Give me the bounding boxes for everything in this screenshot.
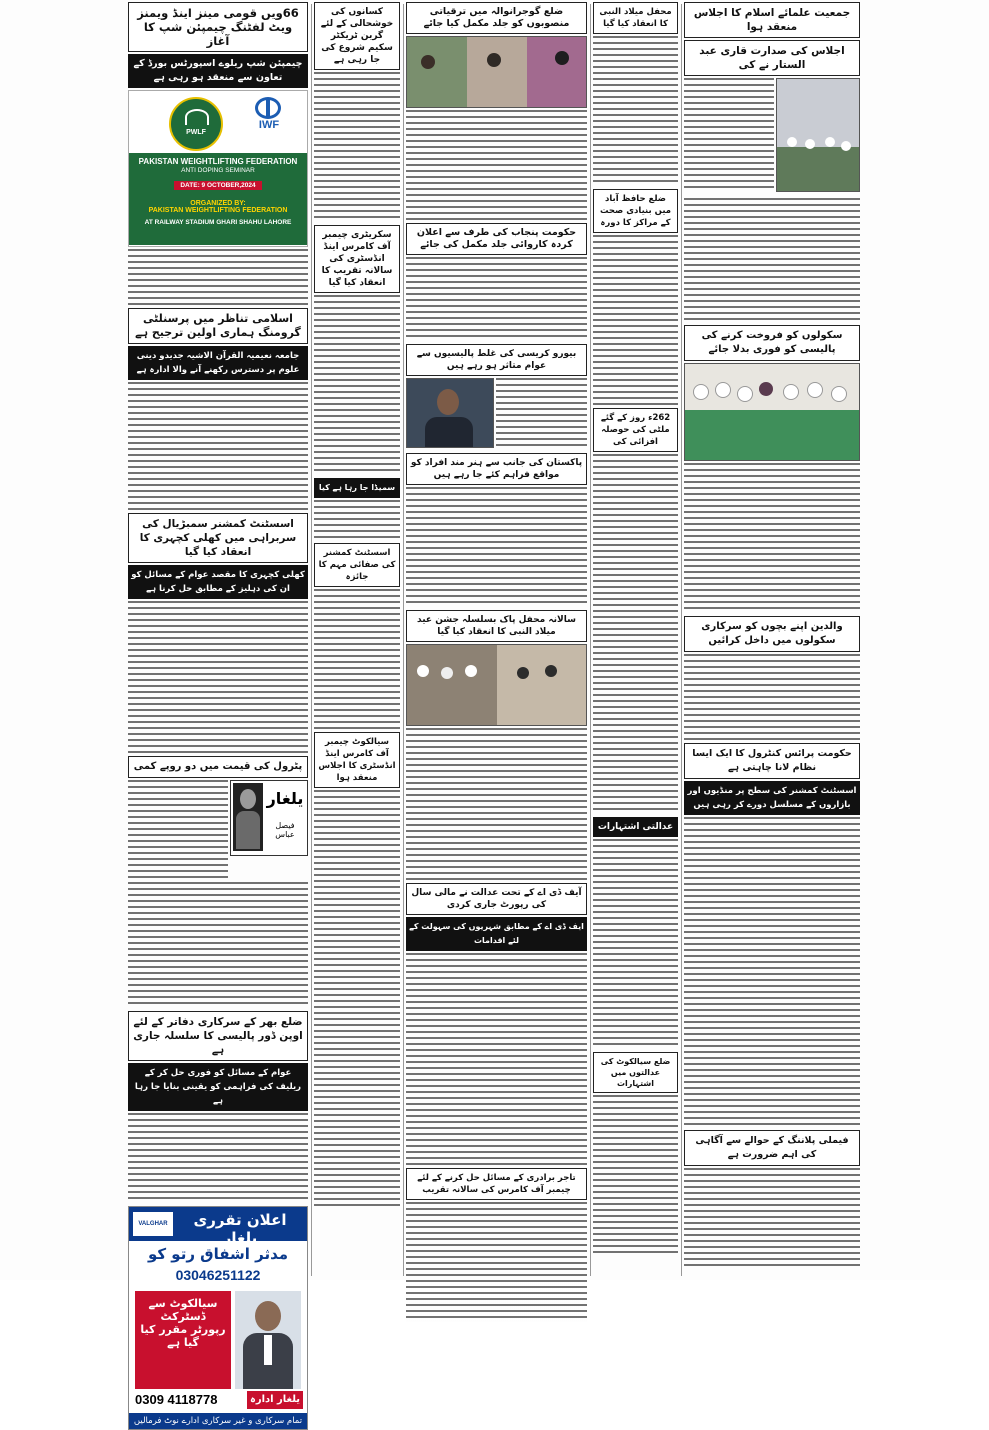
columnist-block — [128, 780, 308, 880]
column-1 — [128, 2, 308, 1430]
subheadline: عوام کے مسائل کو فوری حل کر کے ریلیف کی فراہمی کو یقینی بنایا جا رہا ہے — [128, 1063, 308, 1111]
article-text — [128, 882, 308, 1008]
article-text — [684, 1168, 860, 1268]
poster-subtitle: ANTI DOPING SEMINAR — [181, 167, 255, 174]
headline: آیف ڈی اے کے تحت عدالت نے مالی سال کی رپورٹ جاری کردی — [406, 883, 587, 915]
ad-header — [129, 1207, 307, 1247]
article-text — [128, 601, 308, 753]
headline: کسانوں کی خوشحالی کے لئے گرین ٹریکٹر سکیم شروع کی جا رہی ہے — [314, 2, 400, 70]
headline: جمعیت علمائے اسلام کا اجلاس منعقد ہوا — [684, 2, 860, 38]
column-rule — [590, 4, 591, 1276]
ad-footer-note: تمام سرکاری و غیر سرکاری ادارے نوٹ فرمالیں — [129, 1413, 307, 1429]
article-text — [406, 1202, 587, 1322]
column-rule — [403, 4, 404, 1276]
columnist-masthead: یلغار — [266, 789, 304, 808]
poster-organized-by: ORGANIZED BY: — [190, 200, 246, 207]
headline: حکومت پنجاب کی طرف سے اعلان کردہ کاروائی جلد مکمل کی جائے — [406, 223, 587, 255]
article-text — [593, 36, 678, 186]
article-text — [684, 463, 860, 613]
section-heading: عدالتی اشتہارات — [593, 817, 678, 837]
headline: محفل میلاد النبی کا انعقاد کیا گیا — [593, 2, 678, 34]
poster-organizer: PAKISTAN WEIGHTLIFTING FEDERATION — [148, 207, 288, 214]
headline: ضلع گوجرانوالہ میں ترقیاتی منصوبوں کو جلد مکمل کیا جائے — [406, 2, 587, 34]
article-text — [314, 72, 400, 222]
ad-line: رپورٹر مقرر کیا — [140, 1323, 226, 1336]
ad-logo: VALGHAR — [133, 1212, 173, 1236]
article-text — [593, 839, 678, 1049]
ad-line: گیا ہے — [167, 1336, 199, 1349]
headline: 262ء روز کے گئے ملٹی کی حوصلہ افزائی کی — [593, 408, 678, 452]
column-rule — [311, 4, 312, 1276]
subheadline: جامعہ نعیمیہ القرآن الاشیہ جدیدو دینی علوم پر دسترس رکھنے آنے والا ادارہ ہے — [128, 346, 308, 380]
ad-footer-brand — [247, 1391, 303, 1409]
ad-footer-brand-small: یلغار — [277, 1394, 301, 1405]
news-photo-meeting — [776, 78, 860, 192]
headline: 66ویں قومی مینز اینڈ ویمنز ویٹ لفٹنگ چیمپئن شپ کا آغاز — [128, 2, 308, 52]
subheadline: کھلی کچہری کا مقصد عوام کے مسائل کو ان کی دہلیز کے مطابق حل کرنا ہے — [128, 565, 308, 599]
headline: ضلع حافظ آباد میں بنیادی صحت کے مراکز کا دورہ — [593, 189, 678, 233]
photo-story — [684, 78, 860, 196]
article-text — [593, 235, 678, 405]
article-text — [128, 249, 308, 305]
article-text — [684, 817, 860, 1127]
article-text — [314, 589, 400, 729]
pwlf-seminar-poster — [128, 90, 308, 247]
headline: اسسٹنٹ کمشنر کی صفائی مہم کا جائزہ — [314, 543, 400, 587]
ad-footer-brand-main: ادارہ — [249, 1394, 274, 1405]
news-photo-ceremony — [406, 36, 587, 108]
headline: اجلاس کی صدارت قاری عبد الستار نے کی — [684, 40, 860, 76]
pwlf-badge-label: PWLF — [186, 129, 206, 136]
headline: اسلامی تناظر میں پرسنلٹی گرومنگ ہماری اولین ترجیح ہے — [128, 308, 308, 344]
ad-line: سیالکوٹ سے — [148, 1297, 218, 1310]
article-text — [314, 500, 400, 540]
ad-phone-1: 03046251122 — [175, 1267, 261, 1283]
headline: اسسٹنٹ کمشنر سمبڑیال کی سربراہی میں کھلی کچہری کا انعقاد کیا گیا — [128, 513, 308, 563]
column-rule — [681, 4, 682, 1276]
headline: سالانہ محفل پاک بسلسلہ جشن عید میلاد النبی کا انعقاد کیا گیا — [406, 610, 587, 642]
article-text — [496, 378, 587, 450]
headline: حکومت پرائس کنٹرول کا ایک ایسا نظام لانا چاہتی ہے — [684, 743, 860, 779]
headline: بیورو کریسی کی غلط پالیسیوں سے عوام متاثر ہو رہے ہیں — [406, 344, 587, 376]
columnist-photo — [233, 783, 263, 851]
ad-red-panel — [135, 1291, 231, 1389]
ad-line: ڈسٹرکٹ — [160, 1310, 206, 1323]
headline: پٹرول کی قیمت میں دو روپے کمی — [128, 756, 308, 778]
article-text — [128, 1113, 308, 1203]
poster-venue: AT RAILWAY STADIUM GHARI SHAHU LAHORE — [144, 219, 292, 226]
appointment-advertisement — [128, 1206, 308, 1430]
column-2 — [314, 2, 400, 1213]
article-text — [684, 78, 774, 190]
news-photo-students — [684, 363, 860, 461]
poster-date: DATE: 9 OCTOBER,2024 — [174, 181, 261, 190]
article-text — [128, 780, 228, 880]
subheadline: اسسٹنٹ کمشنر کی سطح پر منڈیوں اور بازاروں کے مسلسل دورے کر رہی ہیں — [684, 781, 860, 815]
headline: پاکستان کی جانب سے ہنر مند افراد کو مواقع فراہم کئے جا رہے ہیں — [406, 453, 587, 485]
article-text — [593, 1095, 678, 1255]
subheadline: چیمپئن شپ ریلوے اسپورٹس بورڈ کے تعاون سے منعقد ہو رہی ہے — [128, 54, 308, 88]
ad-reporter-photo — [235, 1291, 301, 1389]
column-4 — [593, 2, 678, 1258]
article-text — [684, 198, 860, 322]
column-5 — [684, 2, 860, 1271]
article-text — [314, 295, 400, 475]
ad-phone-2: 0309 4118778 — [135, 1392, 218, 1407]
headline: سکریٹری چیمبر آف کامرس اینڈ انڈسٹری کی سالانہ تقریب کا انعقاد کیا گیا — [314, 225, 400, 293]
headline: تاجر برادری کے مسائل حل کرنے کے لئے چیمبر آف کامرس کی سالانہ تقریب — [406, 1168, 587, 1200]
article-text — [406, 110, 587, 220]
headline: ضلع بھر کے سرکاری دفاتر کے لئے اوپن ڈور پالیسی کا سلسلہ جاری ہے — [128, 1011, 308, 1061]
column-3 — [406, 2, 587, 1325]
article-text — [684, 654, 860, 740]
article-text — [406, 728, 587, 880]
pwlf-logo-icon — [169, 97, 223, 151]
news-photo-gathering — [406, 644, 587, 726]
article-text — [593, 454, 678, 814]
headline: فیملی پلاننگ کے حوالے سے آگاہی کی اہم ضرورت ہے — [684, 1130, 860, 1166]
headline: سکولوں کو فروخت کرنے کی پالیسی کو فوری بدلا جائے — [684, 325, 860, 361]
article-text — [406, 953, 587, 1165]
article-text — [128, 382, 308, 510]
subheadline: سمیڈا جا رہا ہے کیا — [314, 478, 400, 498]
headline: والدین اپنے بچوں کو سرکاری سکولوں میں داخل کرائیں — [684, 616, 860, 652]
headline: ضلع سیالکوٹ کی عدالتوں میں اشتہارات — [593, 1052, 678, 1093]
subheadline: ایف ڈی اے کے مطابق شہریوں کی سہولت کے لئے اقدامات — [406, 917, 587, 951]
ad-footer-row — [129, 1391, 307, 1411]
iwf-label: IWF — [258, 119, 280, 131]
news-photo-speaker — [406, 378, 494, 448]
iwf-logo-icon — [249, 97, 289, 131]
article-text — [406, 257, 587, 341]
columnist-box — [230, 780, 308, 856]
poster-title: PAKISTAN WEIGHTLIFTING FEDERATION — [138, 157, 298, 166]
article-text — [406, 487, 587, 607]
ad-person-line: مدثر اشفاق رتو کو — [147, 1245, 289, 1263]
ad-title: اعلان تقرری یلغار — [193, 1211, 287, 1247]
columnist-name: فیصل عباس — [275, 821, 295, 839]
headline: سیالکوٹ چیمبر آف کامرس اینڈ انڈسٹری کا اجلاس منعقد ہوا — [314, 732, 400, 788]
article-text — [314, 790, 400, 1210]
photo-story — [406, 378, 587, 450]
